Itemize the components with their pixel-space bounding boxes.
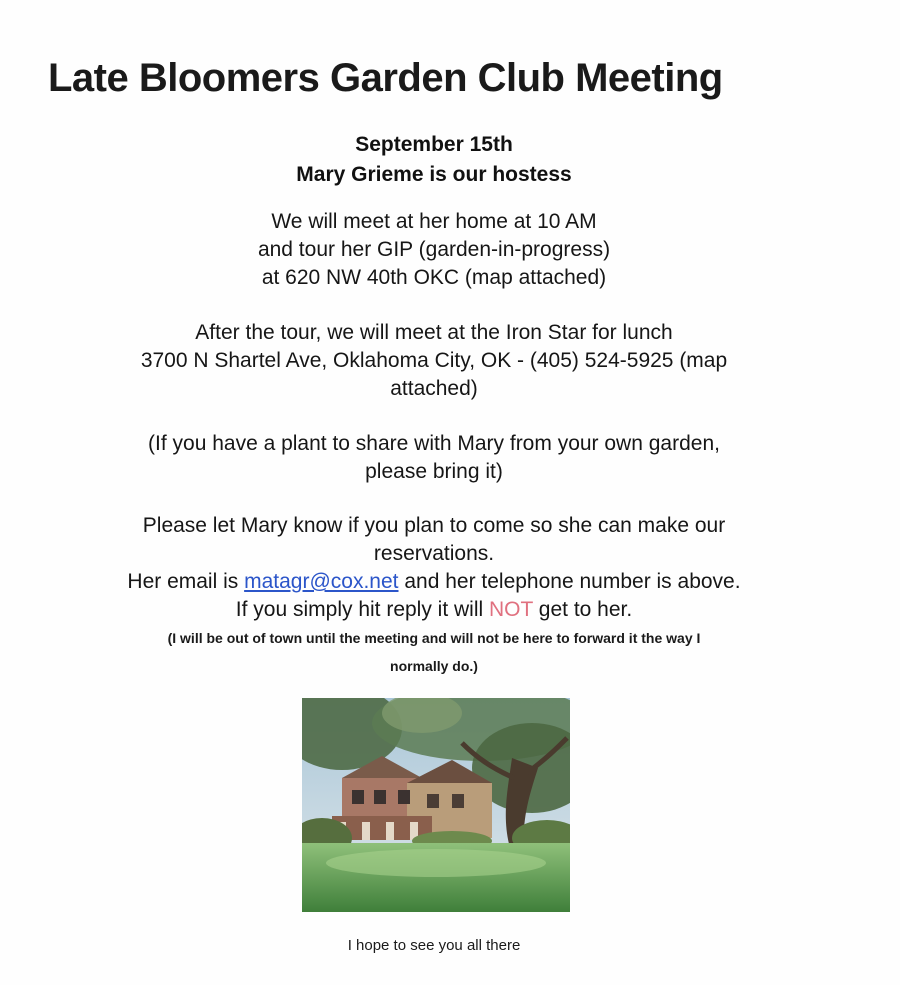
garden-tour-line: and tour her GIP (garden-in-progress) bbox=[257, 238, 611, 261]
closing-line: I hope to see you all there bbox=[347, 937, 521, 954]
reply-warning-line bbox=[0, 596, 868, 624]
lunch-address-continued: attached) bbox=[390, 377, 478, 400]
meeting-address-line: at 620 NW 40th OKC (map attached) bbox=[261, 266, 607, 289]
meeting-date-block bbox=[0, 130, 868, 190]
rsvp-line-1: Please let Mary know if you plan to come so she can make our bbox=[142, 514, 726, 537]
lunch-address-line: 3700 N Shartel Ave, Oklahoma City, OK - (405) 524-5925 (map bbox=[140, 349, 728, 372]
note-line-2: normally do.) bbox=[390, 658, 478, 674]
rsvp-section bbox=[0, 512, 868, 624]
plant-share-line-2: please bring it) bbox=[365, 460, 503, 483]
note-line-1: (I will be out of town until the meeting and will not be here to forward it the way I bbox=[167, 630, 701, 646]
email-line bbox=[0, 568, 868, 596]
email-link[interactable]: matagr@cox.net bbox=[244, 570, 399, 593]
meeting-date: September 15th bbox=[355, 133, 513, 156]
meeting-details bbox=[0, 208, 868, 292]
out-of-town-note bbox=[0, 624, 868, 680]
email-prefix: Her email is bbox=[127, 570, 245, 593]
not-emphasis: NOT bbox=[489, 598, 533, 621]
house-garden-photo bbox=[302, 698, 570, 912]
plant-share-note bbox=[0, 430, 868, 486]
flyer-title: Late Bloomers Garden Club Meeting bbox=[48, 56, 723, 100]
plant-share-line-1: (If you have a plant to share with Mary from your own garden, bbox=[148, 432, 720, 455]
lunch-details bbox=[0, 319, 868, 403]
lunch-intro-line: After the tour, we will meet at the Iron Star for lunch bbox=[195, 321, 673, 344]
reply-suffix: get to her. bbox=[532, 598, 633, 621]
house-garden-illustration bbox=[302, 698, 570, 912]
email-suffix: and her telephone number is above. bbox=[398, 570, 741, 593]
meeting-time-line: We will meet at her home at 10 AM bbox=[271, 210, 597, 233]
reply-prefix: If you simply hit reply it will bbox=[235, 598, 490, 621]
hostess-line: Mary Grieme is our hostess bbox=[296, 163, 572, 186]
rsvp-line-2: reservations. bbox=[373, 542, 495, 565]
